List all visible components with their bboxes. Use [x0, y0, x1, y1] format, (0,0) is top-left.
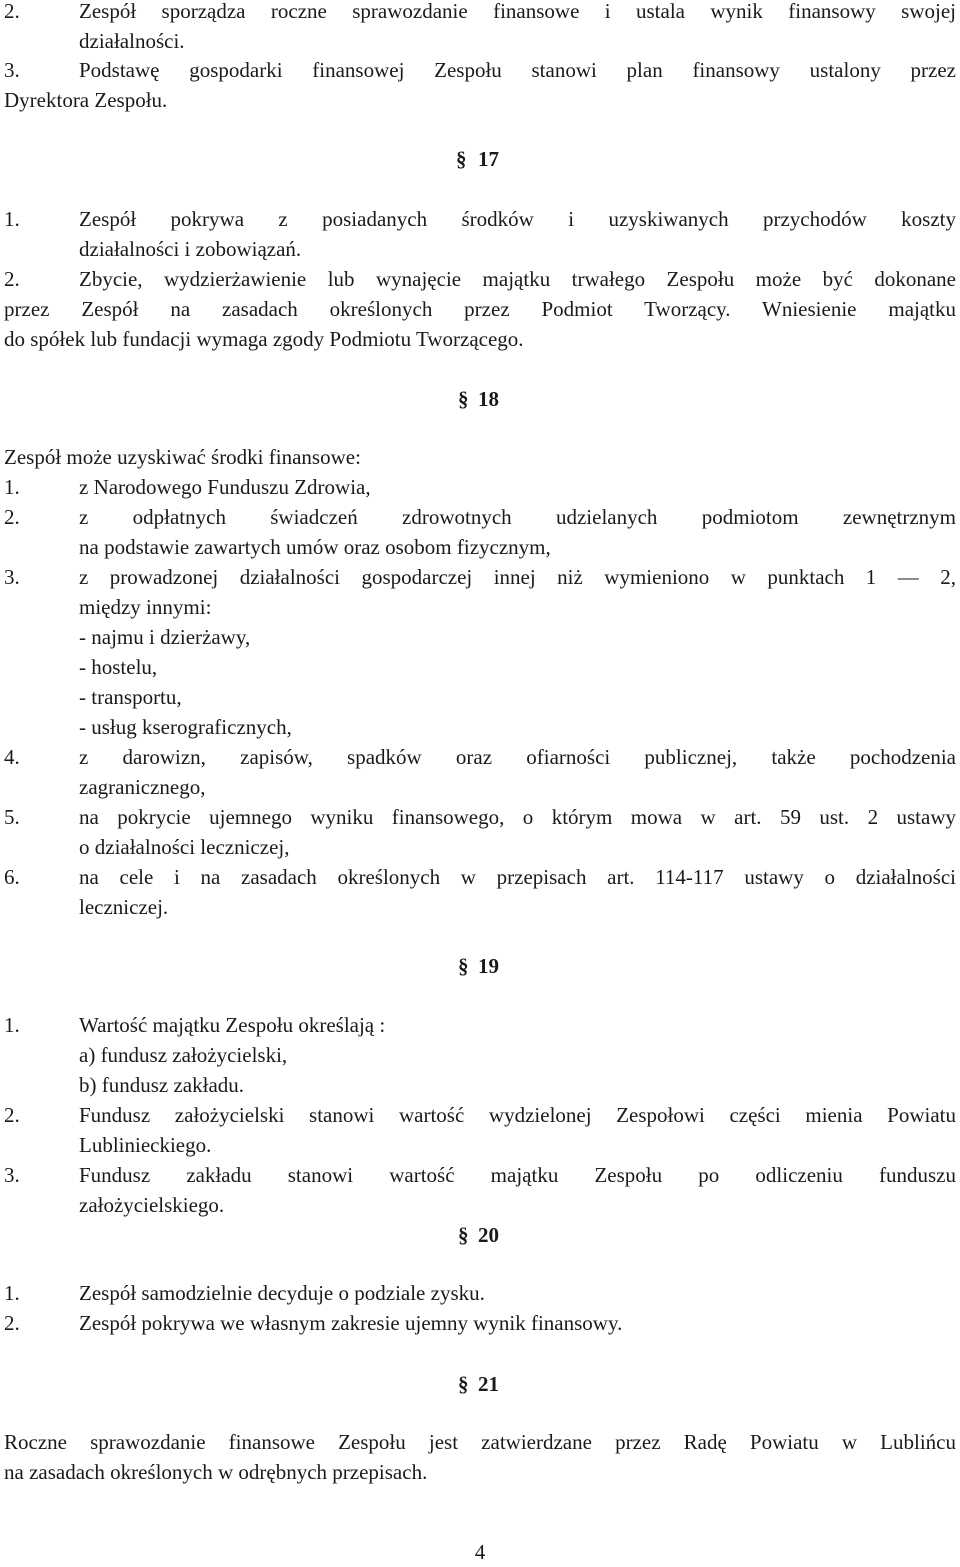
list-item-19-3 — [4, 1160, 956, 1220]
item-line: działalności i zobowiązań. — [79, 237, 302, 261]
section-symbol: § — [458, 1372, 469, 1396]
list-item-16-2 — [4, 0, 956, 56]
list-item-20-2 — [4, 1308, 956, 1338]
sub-item: b) fundusz zakładu. — [79, 1073, 245, 1097]
item-continuation: do spółek lub fundacji wymaga zgody Podmiotu Tworzącego. — [4, 327, 524, 351]
section-symbol: § — [458, 1223, 469, 1247]
paragraph-line: na zasadach określonych w odrębnych przepisach. — [4, 1460, 428, 1484]
section-number: 20 — [478, 1223, 499, 1247]
item-line: Wartość majątku Zespołu określają : — [79, 1013, 386, 1037]
list-item-18-6 — [4, 862, 956, 922]
item-line: o działalności leczniczej, — [79, 835, 290, 859]
item-line: między innymi: — [79, 595, 212, 619]
item-number: 2. — [4, 1311, 20, 1335]
item-number: 2. — [4, 0, 20, 23]
item-line: Zespół sporządza roczne sprawozdanie finansowe i ustala wynik finansowy swojej — [79, 0, 956, 23]
item-continuation: przez Zespół na zasadach określonych przez Podmiot Tworzący. Wniesienie majątku — [4, 297, 956, 321]
item-line: Zespół pokrywa we własnym zakresie ujemny wynik finansowy. — [79, 1311, 623, 1335]
item-number: 1. — [4, 1013, 20, 1037]
item-continuation: Dyrektora Zespołu. — [4, 88, 168, 112]
item-line: na podstawie zawartych umów oraz osobom fizycznym, — [79, 535, 551, 559]
list-item-18-2 — [4, 502, 956, 562]
item-line: Zbycie, wydzierżawienie lub wynajęcie majątku trwałego Zespołu może być dokonane — [79, 267, 956, 291]
item-number: 1. — [4, 207, 20, 231]
item-number: 5. — [4, 805, 20, 829]
list-item-18-5 — [4, 802, 956, 862]
page-number: 4 — [474, 1540, 486, 1564]
list-item-17-1 — [4, 204, 956, 264]
item-number: 2. — [4, 505, 20, 529]
section-symbol: § — [456, 147, 467, 171]
item-number: 6. — [4, 865, 20, 889]
list-item-16-3 — [4, 55, 956, 85]
sub-item: - usług kserograficznych, — [79, 715, 292, 739]
sub-item: - najmu i dzierżawy, — [79, 625, 251, 649]
item-number: 1. — [4, 1281, 20, 1305]
item-line: na cele i na zasadach określonych w przepisach art. 114-117 ustawy o działalności — [79, 865, 956, 889]
item-line: leczniczej. — [79, 895, 169, 919]
section-intro: Zespół może uzyskiwać środki finansowe: — [4, 445, 361, 469]
sub-item: - hostelu, — [79, 655, 158, 679]
item-line: Zespół samodzielnie decyduje o podziale zysku. — [79, 1281, 485, 1305]
item-line: z prowadzonej działalności gospodarczej innej niż wymieniono w punktach 1 — 2, — [79, 565, 956, 589]
item-number: 1. — [4, 475, 20, 499]
section-number: 17 — [478, 147, 499, 171]
item-line: Zespół pokrywa z posiadanych środków i uzyskiwanych przychodów koszty — [79, 207, 956, 231]
item-line: Fundusz założycielski stanowi wartość wydzielonej Zespołowi części mienia Powiatu — [79, 1103, 956, 1127]
list-item-19-2 — [4, 1100, 956, 1160]
section-number: 18 — [478, 387, 499, 411]
list-item-17-2 — [4, 264, 956, 294]
item-line: Fundusz zakładu stanowi wartość majątku Zespołu po odliczeniu funduszu — [79, 1163, 956, 1187]
sub-item: a) fundusz założycielski, — [79, 1043, 288, 1067]
item-line: z odpłatnych świadczeń zdrowotnych udzielanych podmiotom zewnętrznym — [79, 505, 956, 529]
section-symbol: § — [458, 954, 469, 978]
item-number: 4. — [4, 745, 20, 769]
paragraph-line: Roczne sprawozdanie finansowe Zespołu jest zatwierdzane przez Radę Powiatu w Lublińcu — [4, 1430, 956, 1454]
item-line: na pokrycie ujemnego wyniku finansowego, o którym mowa w art. 59 ust. 2 ustawy — [79, 805, 956, 829]
item-line: z darowizn, zapisów, spadków oraz ofiarności publicznej, także pochodzenia — [79, 745, 956, 769]
list-item-18-3 — [4, 562, 956, 622]
item-number: 3. — [4, 58, 20, 82]
list-item-20-1 — [4, 1278, 956, 1308]
section-number: 19 — [478, 954, 499, 978]
item-line: Lublinieckiego. — [79, 1133, 212, 1157]
list-item-19-1 — [4, 1010, 956, 1040]
item-number: 2. — [4, 1103, 20, 1127]
item-line: z Narodowego Funduszu Zdrowia, — [79, 475, 371, 499]
sub-item: - transportu, — [79, 685, 182, 709]
item-number: 3. — [4, 1163, 20, 1187]
item-number: 2. — [4, 267, 20, 291]
item-line: działalności. — [79, 29, 185, 53]
item-line: założycielskiego. — [79, 1193, 225, 1217]
list-item-18-4 — [4, 742, 956, 802]
list-item-18-1 — [4, 472, 956, 502]
section-symbol: § — [458, 387, 469, 411]
item-line: Podstawę gospodarki finansowej Zespołu stanowi plan finansowy ustalony przez — [79, 58, 956, 82]
section-number: 21 — [478, 1372, 499, 1396]
item-line: zagranicznego, — [79, 775, 206, 799]
item-number: 3. — [4, 565, 20, 589]
